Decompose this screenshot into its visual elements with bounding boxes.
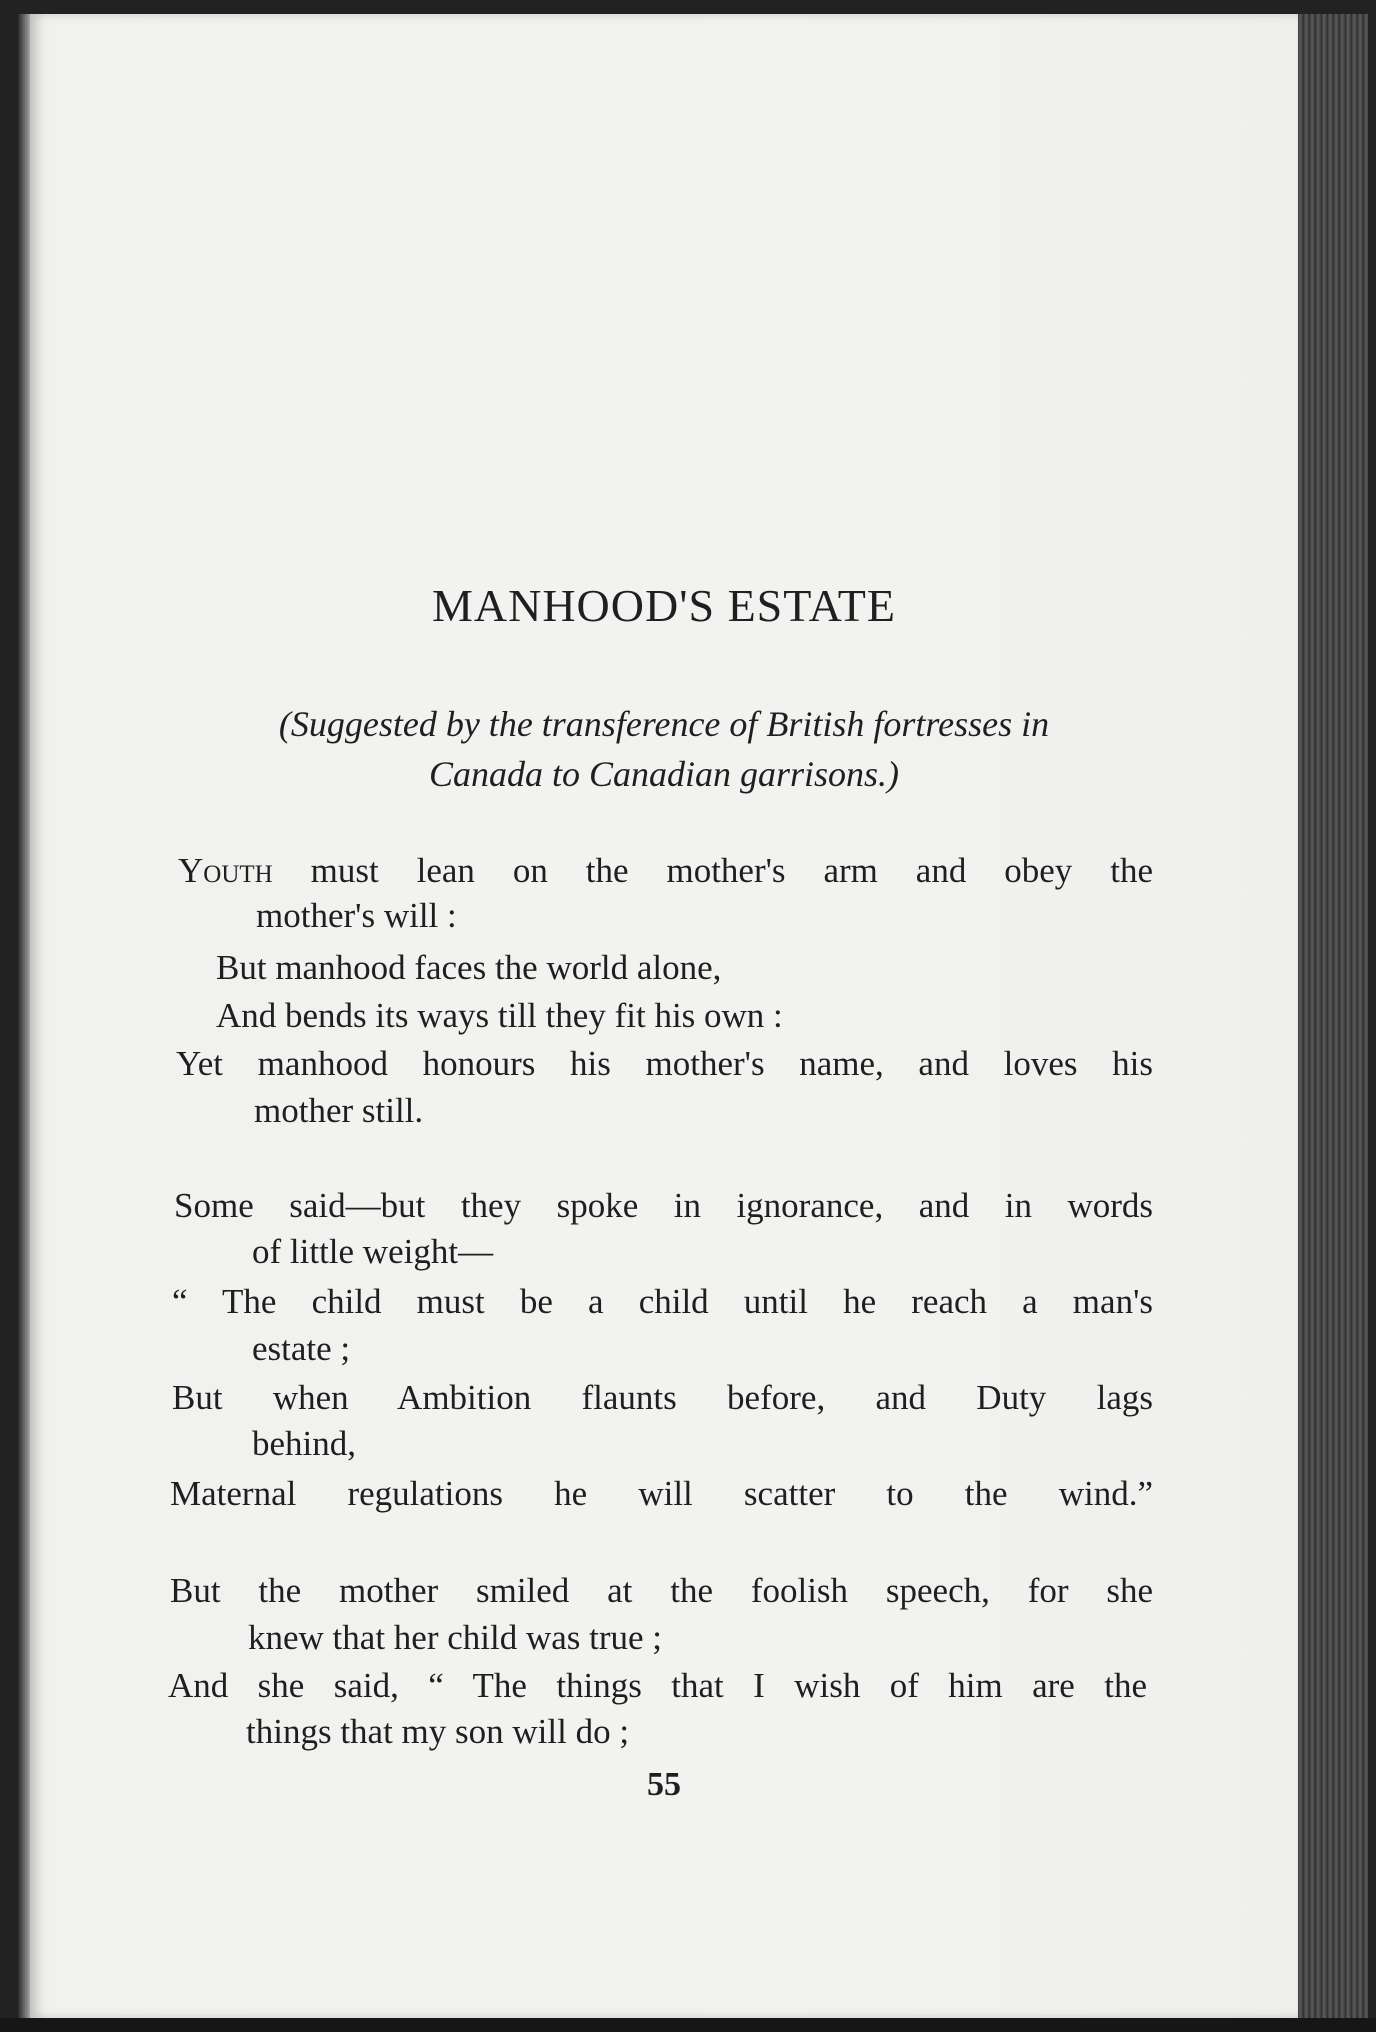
verse-line: But when Ambition flaunts before, and Duty lags [172,1378,1153,1417]
verse-line-continuation: things that my son will do ; [246,1712,630,1751]
scan-border [0,2018,1376,2032]
verse-line-continuation: behind, [252,1424,357,1463]
verse-line [178,849,1153,893]
page-text [30,14,1298,2018]
subtitle-line: (Suggested by the transference of British fortresses in [278,704,1050,744]
verse-line: But the mother smiled at the foolish speech, for she [170,1571,1153,1610]
verse-line: And she said, “ The things that I wish of him are the [168,1666,1147,1705]
verse-line: Yet manhood honours his mother's name, and loves his [176,1044,1153,1083]
verse-line-continuation: mother's will : [256,896,457,935]
verse-line: “ The child must be a child until he reach a man's [172,1282,1153,1321]
verse-text: must lean on the mother's arm and obey the [272,851,1153,890]
verse-line: Some said—but they spoke in ignorance, and in words [174,1186,1153,1225]
book-page [30,14,1298,2018]
poem-subtitle [30,699,1298,799]
verse-line-continuation: estate ; [252,1329,351,1368]
poem-title: MANHOOD'S ESTATE [431,580,896,631]
verse-line: And bends its ways till they fit his own : [216,996,783,1035]
subtitle-line: Canada to Canadian garrisons.) [428,754,900,794]
page-edges [1298,14,1368,2018]
verse-line-continuation: mother still. [254,1091,424,1130]
verse-line-continuation: of little weight— [252,1232,494,1271]
verse-line-continuation: knew that her child was true ; [248,1618,663,1657]
verse-line: Maternal regulations he will scatter to the wind.” [170,1474,1153,1513]
verse-line: But manhood faces the world alone, [216,948,722,987]
page-number: 55 [647,1766,681,1803]
verse-initial-word: Youth [178,851,273,890]
